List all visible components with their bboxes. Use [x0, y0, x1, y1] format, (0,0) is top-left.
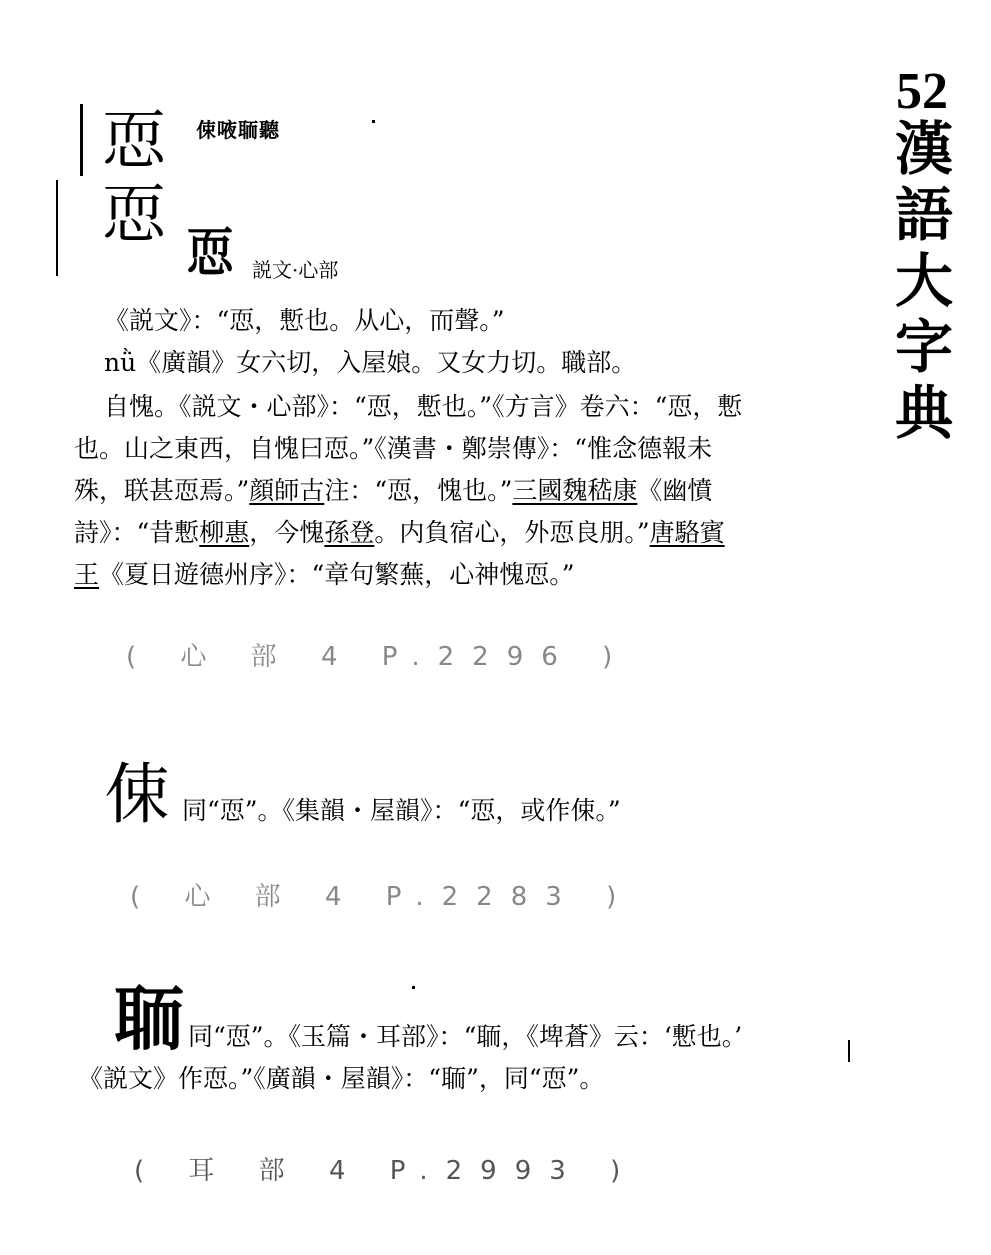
underlined-name: 顔師古 [249, 476, 325, 505]
definition-line [74, 476, 712, 506]
book-title-char: 字 [894, 313, 953, 381]
variant-forms: 㑛㖡聏聽 [196, 118, 280, 142]
print-speck [372, 120, 375, 123]
book-title-char: 漢 [894, 115, 953, 183]
text-span: 。内負宿心，外恧良朋。” [374, 518, 650, 547]
seal-script-char: 恧 [186, 223, 234, 284]
definition-line: 同“恧”。《集韻・屋韻》：“恧，或作㑛。” [182, 796, 621, 825]
book-title [888, 116, 960, 446]
definition-line [74, 560, 575, 590]
handwritten-note: ( 耳 部 4 P.2993 ) [134, 1156, 639, 1186]
definition-line: 《説文》作恧。”《廣韻・屋韻》：“聏”，同“恧”。 [78, 1064, 605, 1093]
headword: 㑛 [104, 756, 170, 833]
book-title-char: 語 [894, 181, 953, 249]
underlined-name: 王 [74, 560, 100, 589]
handwritten-note: ( 心 部 4 P.2296 ) [126, 642, 631, 672]
handwritten-note: ( 心 部 4 P.2283 ) [130, 882, 635, 912]
text-span: 詩》：“昔慙 [74, 518, 200, 547]
text-span: 《夏日遊德州序》：“章句繁蕪，心神愧恧。” [99, 560, 575, 589]
text-span: ，今愧 [249, 518, 325, 547]
headword-simplified: 恧 [102, 179, 166, 253]
margin-rule [56, 180, 58, 276]
underlined-name: 三國魏嵇康 [512, 476, 638, 505]
book-title-char: 大 [894, 247, 953, 315]
text-span: 殊，联甚恧焉。” [74, 476, 250, 505]
seal-source: 説文·心部 [252, 258, 339, 282]
pronunciation-line: nǜ《廣韻》女六切，入屋娘。又女力切。職部。 [104, 348, 637, 377]
definition-line: 同“恧”。《玉篇・耳部》：“聏，《埤蒼》云：‘慙也。’ [188, 1022, 743, 1051]
text-span: 注：“恧，愧也。” [324, 476, 513, 505]
book-title-char: 典 [894, 379, 953, 447]
margin-rule [80, 104, 83, 176]
underlined-name: 孫登 [324, 518, 375, 547]
print-speck [412, 986, 415, 989]
definition-line: 也。山之東西，自愧曰恧。”《漢書・鄭崇傳》：“惟念德報未 [74, 434, 713, 463]
definition-line: 自愧。《説文・心部》：“恧，慙也。”《方言》卷六：“恧，慙 [104, 392, 743, 421]
definition-line [74, 518, 725, 548]
underlined-name: 唐駱賓 [649, 518, 725, 547]
underlined-name: 柳惠 [199, 518, 250, 547]
headword-traditional: 恧 [102, 105, 166, 179]
text-span: 《幽憤 [637, 476, 713, 505]
entry-line: 《説文》：“恧，慙也。从心，而聲。” [104, 306, 505, 335]
headword: 聏 [114, 977, 184, 1060]
margin-rule [848, 1040, 850, 1062]
volume-number: 52 [896, 63, 948, 120]
